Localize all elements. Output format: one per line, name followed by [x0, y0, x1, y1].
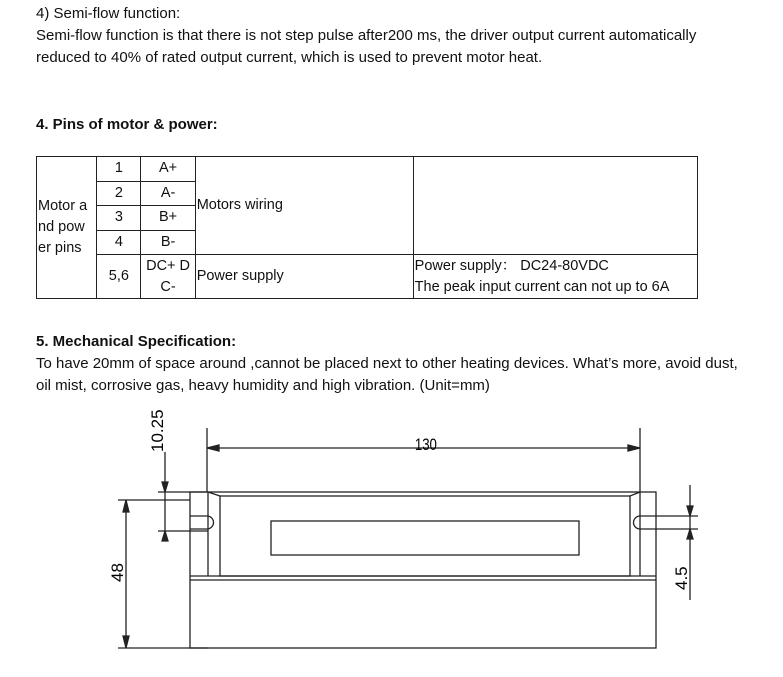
- power-pin-name-line: C-: [160, 278, 176, 295]
- table-row: [37, 255, 698, 299]
- top-cover: [220, 496, 630, 576]
- dim-arrow: [207, 445, 219, 451]
- dim-arrow: [162, 531, 168, 541]
- motors-wiring-cell: Motors wiring: [195, 157, 413, 255]
- table-row: [37, 157, 698, 182]
- power-supply-cell: Power supply: [195, 255, 413, 299]
- dim-48-label: 48: [108, 563, 127, 582]
- pin-name: A+: [141, 157, 195, 182]
- dim-4-5-label: 4.5: [672, 566, 691, 590]
- power-pin-name-line: DC+ D: [146, 257, 191, 274]
- mech-section-title: 5. Mechanical Specification:: [36, 333, 237, 350]
- semi-flow-heading: 4) Semi-flow function:: [36, 5, 181, 22]
- dim-130-label: 130: [414, 435, 437, 455]
- right-mounting-slot: [634, 516, 657, 529]
- pins-section-title: 4. Pins of motor & power:: [36, 116, 218, 133]
- mech-text-line-1: To have 20mm of space around ,cannot be placed next to other heating devices. What’s more, avoid dust,: [36, 355, 738, 372]
- dim-arrow: [123, 500, 129, 512]
- power-spec-cell: [413, 255, 697, 299]
- pin-name: B+: [141, 206, 195, 231]
- pin-group-label-line: nd pow: [38, 219, 85, 235]
- power-spec-line: Power supply： DC24-80VDC: [414, 257, 609, 274]
- dim-arrow: [628, 445, 640, 451]
- empty-cell: [413, 157, 697, 255]
- dim-arrow: [687, 506, 693, 516]
- power-pin-name: [141, 255, 195, 299]
- dim-10-25-label: 10.25: [148, 409, 167, 452]
- pin-group-label-line: er pins: [38, 240, 82, 256]
- mech-text-line-2: oil mist, corrosive gas, heavy humidity and high vibration. (Unit=mm): [36, 377, 490, 394]
- pin-name: B-: [141, 230, 195, 255]
- pin-group-label: [37, 157, 97, 299]
- dim-arrow: [687, 529, 693, 539]
- mechanical-drawing: [0, 400, 783, 677]
- pin-number: 1: [97, 157, 141, 182]
- dim-arrow: [123, 636, 129, 648]
- pins-table: [36, 156, 698, 299]
- housing-outline: [190, 492, 656, 648]
- left-mounting-slot: [190, 516, 214, 529]
- semi-flow-text-line-2: reduced to 40% of rated output current, which is used to prevent motor heat.: [36, 49, 543, 66]
- pin-number: 2: [97, 181, 141, 206]
- dim-arrow: [162, 482, 168, 492]
- power-pin-number: 5,6: [97, 255, 141, 299]
- pin-number: 3: [97, 206, 141, 231]
- heatsink-slot: [271, 521, 579, 555]
- power-spec-line: The peak input current can not up to 6A: [414, 278, 670, 295]
- semi-flow-text-line-1: Semi-flow function is that there is not step pulse after200 ms, the driver output current automatically: [36, 27, 697, 44]
- pin-name: A-: [141, 181, 195, 206]
- pin-number: 4: [97, 230, 141, 255]
- pin-group-label-line: Motor a: [38, 198, 88, 214]
